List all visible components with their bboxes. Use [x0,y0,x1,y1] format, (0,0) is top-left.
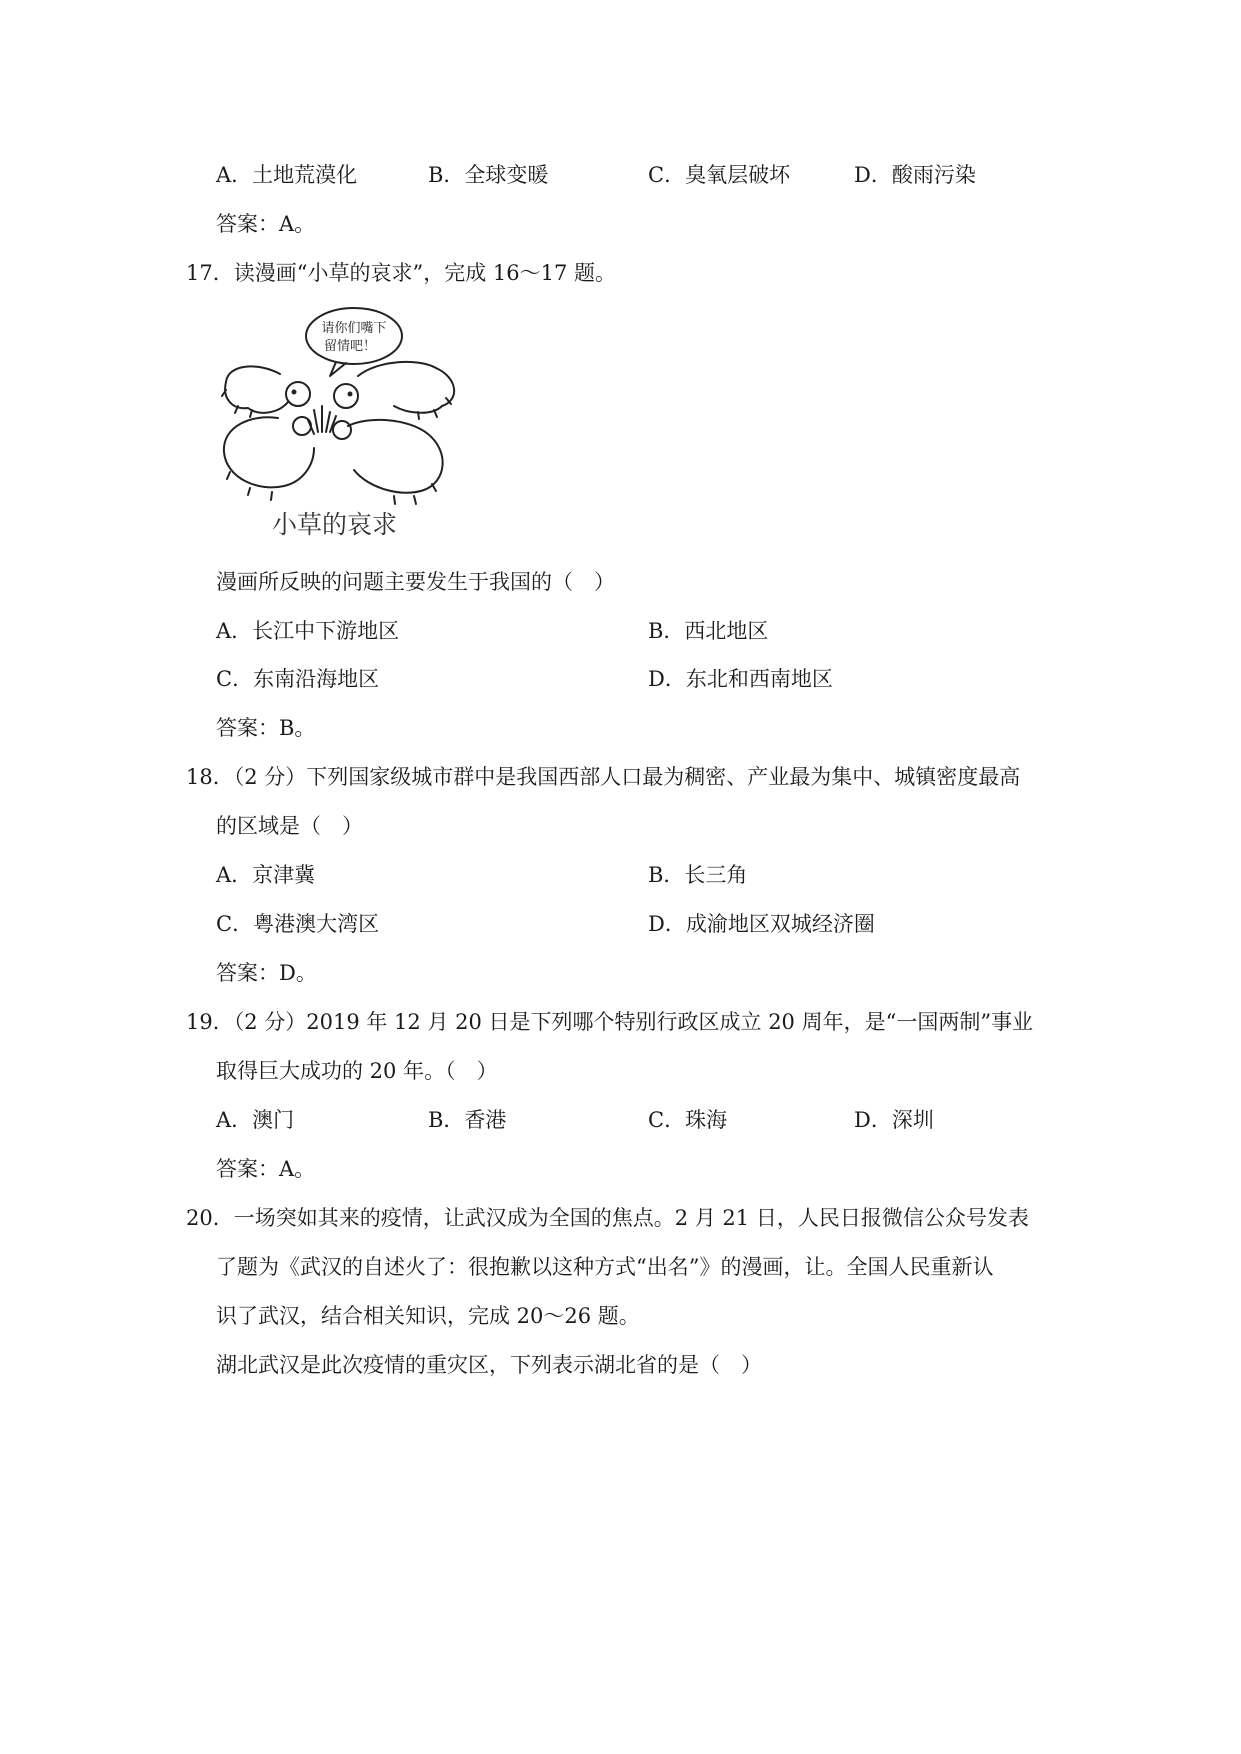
q19-option-a: A．澳门 [216,1108,295,1132]
q18-option-a: A．京津冀 [216,863,316,887]
q18-stem-line2: 的区域是（ ） [216,814,363,838]
q19-answer: 答案：A。 [216,1157,316,1181]
q16-option-d: D．酸雨污染 [854,163,976,187]
q19-option-b: B．香港 [428,1108,507,1132]
q17-option-a: A．长江中下游地区 [216,619,400,643]
q20-stem-line3: 识了武汉，结合相关知识，完成 20～26 题。 [216,1304,640,1328]
q20-question: 湖北武汉是此次疫情的重灾区，下列表示湖北省的是（ ） [216,1353,762,1377]
q17-question: 漫画所反映的问题主要发生于我国的（ ） [216,570,615,594]
q16-answer: 答案：A。 [216,212,316,236]
q17-answer: 答案：B。 [216,716,316,740]
q16-option-a: A．土地荒漠化 [216,163,358,187]
svg-text:留情吧！: 留情吧！ [323,339,377,354]
q19-stem-line1: 19．（2 分）2019 年 12 月 20 日是下列哪个特别行政区成立 20 周年，是“一国两制”事业 [186,1010,1034,1034]
q17-option-d: D．东北和西南地区 [648,667,833,691]
q18-stem-line1: 18．（2 分）下列国家级城市群中是我国西部人口最为稠密、产业最为集中、城镇密度最高 [186,765,1021,789]
q18-option-d: D．成渝地区双城经济圈 [648,912,875,936]
q19-option-d: D．深圳 [854,1108,934,1132]
q17-option-c: C．东南沿海地区 [216,667,380,691]
q19-stem-line2: 取得巨大成功的 20 年。（ ） [216,1059,498,1083]
q18-option-b: B．长三角 [648,863,748,887]
q18-option-c: C．粤港澳大湾区 [216,912,380,936]
q17-stem: 17．读漫画“小草的哀求”，完成 16～17 题。 [186,261,616,285]
q16-option-b: B．全球变暖 [428,163,549,187]
q20-stem-line1: 20．一场突如其来的疫情，让武汉成为全国的焦点。2 月 21 日，人民日报微信公众号发表 [186,1206,1029,1230]
q19-option-c: C．珠海 [648,1108,728,1132]
q17-option-b: B．西北地区 [648,619,769,643]
cartoon-caption: 小草的哀求 [272,510,398,539]
q18-answer: 答案：D。 [216,961,317,985]
svg-text:请你们嘴下: 请你们嘴下 [321,321,387,336]
q16-option-c: C．臭氧层破坏 [648,163,791,187]
q20-stem-line2: 了题为《武汉的自述火了：很抱歉以这种方式“出名”》的漫画，让。全国人民重新认 [216,1255,994,1279]
